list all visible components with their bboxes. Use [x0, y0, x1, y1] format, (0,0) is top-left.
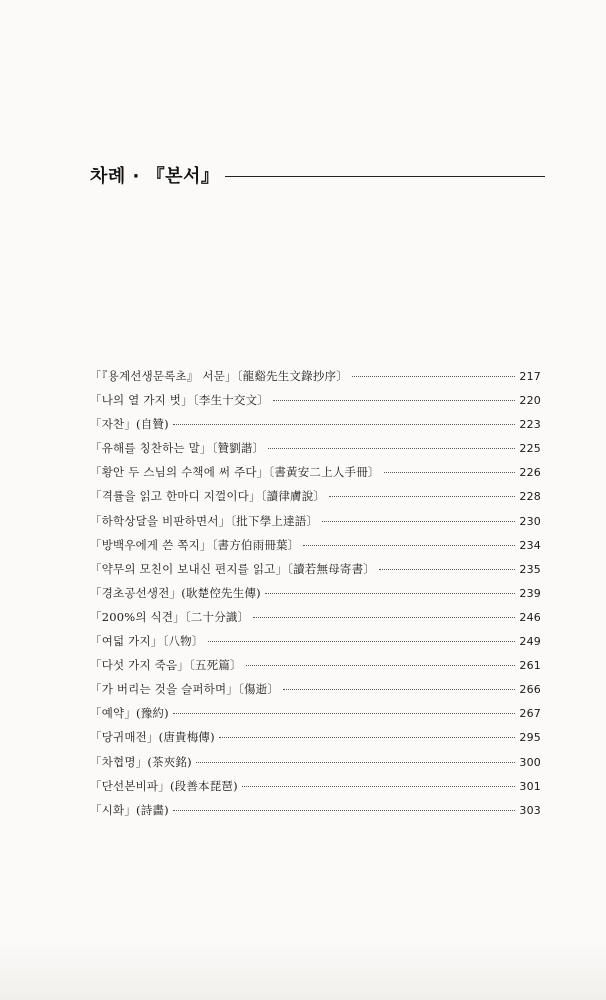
toc-entry-title: 「나의 열 가지 벗」〔李生十交文〕 [90, 393, 269, 408]
toc-entry-title: 「황안 두 스님의 수책에 써 주다」〔書黃安二上人手冊〕 [90, 465, 380, 480]
toc-entry-page-number: 239 [519, 586, 541, 600]
toc-entry-page-number: 230 [519, 514, 541, 528]
toc-entry [90, 798, 541, 822]
toc-entry-page-number: 234 [519, 538, 541, 552]
page-heading [90, 159, 545, 191]
page-shadow [0, 940, 606, 1000]
toc-entry-title: 「방백우에게 쓴 쪽지」〔書方伯雨冊葉〕 [90, 537, 300, 552]
dot-leader [384, 472, 516, 473]
dot-leader [283, 689, 515, 690]
toc-entry [90, 484, 541, 508]
toc-entry-title: 「유해를 칭찬하는 말」〔贊劉諧〕 [90, 441, 265, 456]
toc-entry-title: 「하학상달을 비판하면서」〔批下學上達語〕 [90, 513, 319, 528]
toc-entry [90, 460, 541, 484]
dot-leader [273, 400, 515, 401]
dot-leader [268, 448, 515, 449]
toc-entry-title: 「시화」(詩畵) [90, 802, 169, 817]
toc-entry [90, 509, 541, 533]
toc-entry-title: 「경초공선생전」(耿楚倥先生傳) [90, 585, 261, 600]
toc-entry [90, 533, 541, 557]
toc-entry-page-number: 217 [519, 370, 541, 383]
toc-entry [90, 605, 541, 629]
toc-entry-title: 「예약」(豫約) [90, 706, 169, 721]
dot-leader [208, 641, 516, 642]
toc-entry-page-number: 225 [519, 442, 541, 456]
toc-entry [90, 629, 541, 653]
toc-entry-page-number: 226 [519, 466, 541, 480]
toc-entry-page-number: 295 [519, 731, 541, 745]
toc-entry [90, 388, 541, 412]
toc-entry-title: 「『용계선생문록초』 서문」〔龍谿先生文錄抄序〕 [90, 369, 348, 383]
toc-entry-title: 「다섯 가지 죽음」〔五死篇〕 [90, 658, 242, 673]
toc-entry-title: 「차협명」(茶夾銘) [90, 754, 192, 769]
toc-entry-page-number: 246 [519, 610, 541, 624]
toc-entry-page-number: 223 [519, 418, 541, 432]
toc-entry [90, 677, 541, 701]
dot-leader [253, 617, 515, 618]
dot-leader [246, 665, 516, 666]
dot-leader [219, 737, 516, 738]
toc-entry-title: 「당귀매전」(唐貴梅傳) [90, 730, 215, 745]
dot-leader [242, 786, 516, 787]
toc-entry-title: 「단선본비파」(段善本琵琶) [90, 778, 238, 793]
toc-entry-title: 「여덟 가지」〔八物〕 [90, 634, 204, 649]
toc-entry [90, 364, 541, 388]
heading-rule [225, 176, 545, 177]
dot-leader [303, 545, 515, 546]
toc-entry [90, 725, 541, 749]
dot-leader [322, 521, 515, 522]
toc-entry-title: 「200%의 식견」〔二十分識〕 [90, 609, 250, 624]
dot-leader [173, 713, 516, 714]
toc-entry-page-number: 261 [519, 659, 541, 673]
toc-entry [90, 557, 541, 581]
toc-entry-page-number: 303 [519, 803, 541, 817]
dot-leader [173, 810, 516, 811]
toc-entry-page-number: 220 [519, 394, 541, 408]
table-of-contents [90, 364, 541, 822]
toc-entry-page-number: 300 [519, 755, 541, 769]
toc-entry-title: 「자찬」(自贊) [90, 417, 169, 432]
toc-entry-page-number: 235 [519, 562, 541, 576]
dot-leader [196, 762, 516, 763]
toc-entry [90, 581, 541, 605]
toc-entry [90, 412, 541, 436]
dot-leader [265, 593, 516, 594]
toc-entry-title: 「가 버리는 것을 슬퍼하며」〔傷逝〕 [90, 682, 280, 697]
toc-entry-page-number: 228 [519, 490, 541, 504]
toc-entry-page-number: 249 [519, 635, 541, 649]
toc-entry [90, 436, 541, 460]
toc-entry-page-number: 267 [519, 707, 541, 721]
toc-entry-title: 「격률을 읽고 한마디 지껄이다」〔讀律膚說〕 [90, 489, 326, 504]
dot-leader [173, 424, 516, 425]
toc-entry [90, 750, 541, 774]
toc-entry [90, 774, 541, 798]
toc-entry-page-number: 266 [519, 683, 541, 697]
toc-entry [90, 653, 541, 677]
dot-leader [352, 376, 515, 377]
toc-entry-title: 「약무의 모친이 보내신 편지를 읽고」〔讀若無母寄書〕 [90, 561, 375, 576]
dot-leader [329, 496, 515, 497]
toc-entry-page-number: 301 [519, 779, 541, 793]
page-title: 차례 · 『본서』 [90, 166, 220, 187]
toc-entry [90, 701, 541, 725]
dot-leader [379, 569, 515, 570]
